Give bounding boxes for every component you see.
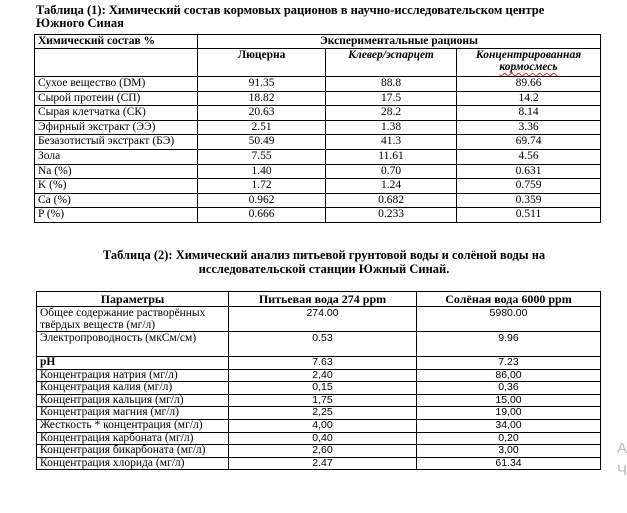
value-cell: 7.63 xyxy=(229,357,417,370)
table-row xyxy=(35,193,601,208)
table2-title-line1: Таблица (2): Химический анализ питьевой грунтовой воды и солёной воды на xyxy=(102,248,546,262)
value-cell: 61.34 xyxy=(417,457,601,470)
value-cell: 1,75 xyxy=(229,394,417,407)
value-cell: 0.511 xyxy=(457,208,601,223)
table-row xyxy=(37,407,601,420)
table1-title-line2: Южного Синая xyxy=(36,16,124,30)
value-cell: 0.359 xyxy=(457,193,601,208)
value-cell: 19,00 xyxy=(417,407,601,420)
table-row xyxy=(37,332,601,357)
row-label: Жесткость * концентрация (мг/л) xyxy=(37,419,229,432)
value-cell: 14.2 xyxy=(457,91,601,106)
value-cell: 28.2 xyxy=(326,106,457,121)
side-text xyxy=(617,438,625,482)
row-label: K (%) xyxy=(35,179,198,194)
table-row xyxy=(35,77,601,92)
row-label: Безазотистый экстракт (БЭ) xyxy=(35,135,198,150)
value-cell: 91.35 xyxy=(198,77,326,92)
table-row xyxy=(37,419,601,432)
value-cell: 0.53 xyxy=(229,332,417,357)
value-cell: 2,40 xyxy=(229,369,417,382)
value-cell: 86,00 xyxy=(417,369,601,382)
row-label: Na (%) xyxy=(35,164,198,179)
header-concentrate xyxy=(457,49,601,77)
header-chemical-composition: Химический состав % xyxy=(35,35,198,49)
value-cell: 50.49 xyxy=(198,135,326,150)
value-cell: 0.682 xyxy=(326,193,457,208)
value-cell: 0.962 xyxy=(198,193,326,208)
row-label: Сухое вещество (DM) xyxy=(35,77,198,92)
value-cell: 34,00 xyxy=(417,419,601,432)
header-clover: Клевер/эспарцет xyxy=(326,49,457,77)
diet-composition-table xyxy=(34,34,601,223)
value-cell: 9.96 xyxy=(417,332,601,357)
table-row xyxy=(37,445,601,458)
table-row xyxy=(35,120,601,135)
value-cell: 4.56 xyxy=(457,149,601,164)
row-label: Ca (%) xyxy=(35,193,198,208)
header-drinking-water: Питьевая вода 274 ppm xyxy=(229,292,417,307)
row-label: Концентрация магния (мг/л) xyxy=(37,407,229,420)
value-cell: 18.82 xyxy=(198,91,326,106)
value-cell: 274.00 xyxy=(229,307,417,332)
side-text-2: Ч xyxy=(617,462,627,479)
value-cell: 89.66 xyxy=(457,77,601,92)
row-label: Концентрация хлорида (мг/л) xyxy=(37,457,229,470)
table-row xyxy=(35,106,601,121)
row-label: Сырой протеин (СП) xyxy=(35,91,198,106)
table-row xyxy=(37,357,601,370)
header-empty-cell xyxy=(35,49,198,77)
row-label: Концентрация натрия (мг/л) xyxy=(37,369,229,382)
diet-table-body xyxy=(35,77,601,223)
value-cell: 0.666 xyxy=(198,208,326,223)
water-analysis-table xyxy=(36,291,601,470)
value-cell: 1.38 xyxy=(326,120,457,135)
table-row xyxy=(35,208,601,223)
value-cell: 2,25 xyxy=(229,407,417,420)
table-row xyxy=(37,382,601,395)
table2-title xyxy=(74,248,574,276)
header-parameters: Параметры xyxy=(37,292,229,307)
value-cell: 41.3 xyxy=(326,135,457,150)
row-label: Электропроводность (мкСм/см) xyxy=(37,332,229,357)
value-cell: 17.5 xyxy=(326,91,457,106)
header-alfalfa: Люцерна xyxy=(198,49,326,77)
value-cell: 3.36 xyxy=(457,120,601,135)
value-cell: 88.8 xyxy=(326,77,457,92)
row-label: Зола xyxy=(35,149,198,164)
value-cell: 69.74 xyxy=(457,135,601,150)
table-row xyxy=(37,432,601,445)
value-cell: 2,60 xyxy=(229,445,417,458)
value-cell: 2.47 xyxy=(229,457,417,470)
value-cell: 7.55 xyxy=(198,149,326,164)
table-row xyxy=(35,135,601,150)
row-label: Эфирный экстракт (ЭЭ) xyxy=(35,120,198,135)
row-label: pH xyxy=(37,357,229,370)
table1-title xyxy=(36,4,606,30)
value-cell: 0,20 xyxy=(417,432,601,445)
value-cell: 0,40 xyxy=(229,432,417,445)
header-concentrate-line2: кормосмесь xyxy=(499,61,558,73)
row-label: Концентрация бикарбоната (мг/л) xyxy=(37,445,229,458)
row-label: P (%) xyxy=(35,208,198,223)
value-cell: 2.51 xyxy=(198,120,326,135)
header-concentrate-line1: Концентрированная xyxy=(475,49,582,61)
row-label: Сырая клетчатка (СК) xyxy=(35,106,198,121)
value-cell: 11.61 xyxy=(326,149,457,164)
table-row xyxy=(35,179,601,194)
table-row xyxy=(37,369,601,382)
side-text-1: A xyxy=(617,440,627,457)
value-cell: 1.24 xyxy=(326,179,457,194)
value-cell: 1.72 xyxy=(198,179,326,194)
table-row xyxy=(35,91,601,106)
value-cell: 8.14 xyxy=(457,106,601,121)
value-cell: 5980.00 xyxy=(417,307,601,332)
value-cell: 1.40 xyxy=(198,164,326,179)
row-label: Концентрация кальция (мг/л) xyxy=(37,394,229,407)
table-row xyxy=(37,394,601,407)
table1-title-line1: Таблица (1): Химический состав кормовых рационов в научно-исследовательском центре xyxy=(36,3,545,17)
table-row xyxy=(35,164,601,179)
value-cell: 3,00 xyxy=(417,445,601,458)
value-cell: 20.63 xyxy=(198,106,326,121)
value-cell: 0.70 xyxy=(326,164,457,179)
value-cell: 0,15 xyxy=(229,382,417,395)
row-label: Общее содержание растворённых твёрдых веществ (мг/л) xyxy=(37,307,229,332)
value-cell: 4,00 xyxy=(229,419,417,432)
table-row xyxy=(35,149,601,164)
value-cell: 0.631 xyxy=(457,164,601,179)
water-table-body xyxy=(37,307,601,470)
value-cell: 7.23 xyxy=(417,357,601,370)
header-saline-water: Солёная вода 6000 ppm xyxy=(417,292,601,307)
table-row xyxy=(37,307,601,332)
table2-title-line2: исследовательской станции Южный Синай. xyxy=(198,262,450,276)
row-label: Концентрация калия (мг/л) xyxy=(37,382,229,395)
table-row xyxy=(37,457,601,470)
value-cell: 0.759 xyxy=(457,179,601,194)
value-cell: 15,00 xyxy=(417,394,601,407)
value-cell: 0.233 xyxy=(326,208,457,223)
value-cell: 0,36 xyxy=(417,382,601,395)
row-label: Концентрация карбоната (мг/л) xyxy=(37,432,229,445)
header-experimental-diets: Экспериментальные рационы xyxy=(198,35,601,49)
